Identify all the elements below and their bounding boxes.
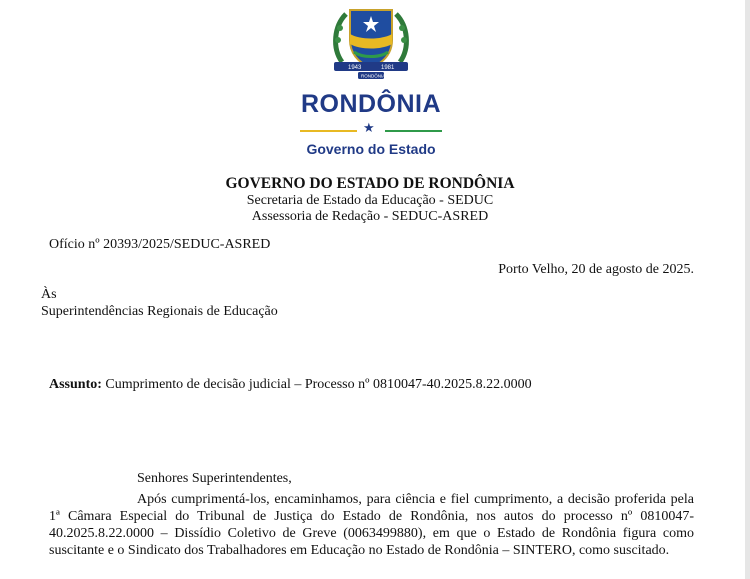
header-secretaria: Secretaria de Estado da Educação - SEDUC (246, 193, 494, 208)
state-coat-of-arms-icon (328, 0, 414, 86)
document-header (0, 174, 750, 225)
body-paragraph-text: Após cumprimentá-los, encaminhamos, para ciência e fiel cumprimento, a decisão proferida pela 1ª Câmara Especial do Tribunal de Justiça do Estado de Rondônia, nos autos do processo nº 0810047-40.2025.8.22.0000 – Dissídio Coletivo de Greve (0063499880), em que o Estado de Rondônia figura como suscitante e o Sindicato dos Trabalhadores em Educação no Estado de Rondônia – SINTERO, como suscitado. (49, 492, 694, 558)
emblem-band: RONDÔNIA (361, 73, 386, 79)
assunto-line (49, 376, 532, 393)
recipient-name: Superintendências Regionais de Educação (41, 304, 278, 319)
assunto-label: Assunto: (49, 377, 102, 392)
logo-stripes (300, 121, 442, 136)
assunto-text: Cumprimento de decisão judicial – Processo nº 0810047-40.2025.8.22.0000 (101, 377, 532, 392)
recipient-to: Às (41, 287, 57, 302)
gold-stripe (300, 130, 357, 132)
logo-subtitle: Governo do Estado (306, 141, 436, 157)
green-stripe (385, 130, 442, 132)
rondonia-government-logo (300, 0, 442, 160)
logo-wordmark: RONDÔNIA (300, 90, 442, 118)
oficio-number: Ofício nº 20393/2025/SEDUC-ASRED (49, 237, 271, 252)
header-assessoria: Assessoria de Redação - SEDUC-ASRED (251, 209, 489, 224)
greeting: Senhores Superintendentes, (137, 471, 292, 486)
page-edge (745, 0, 750, 579)
date-line: Porto Velho, 20 de agosto de 2025. (498, 262, 694, 277)
body-paragraph (49, 491, 694, 559)
emblem-year-right: 1981 (381, 65, 395, 71)
star-icon: ★ (363, 121, 375, 136)
emblem-year-left: 1943 (348, 65, 362, 71)
header-title: GOVERNO DO ESTADO DE RONDÔNIA (225, 175, 515, 192)
